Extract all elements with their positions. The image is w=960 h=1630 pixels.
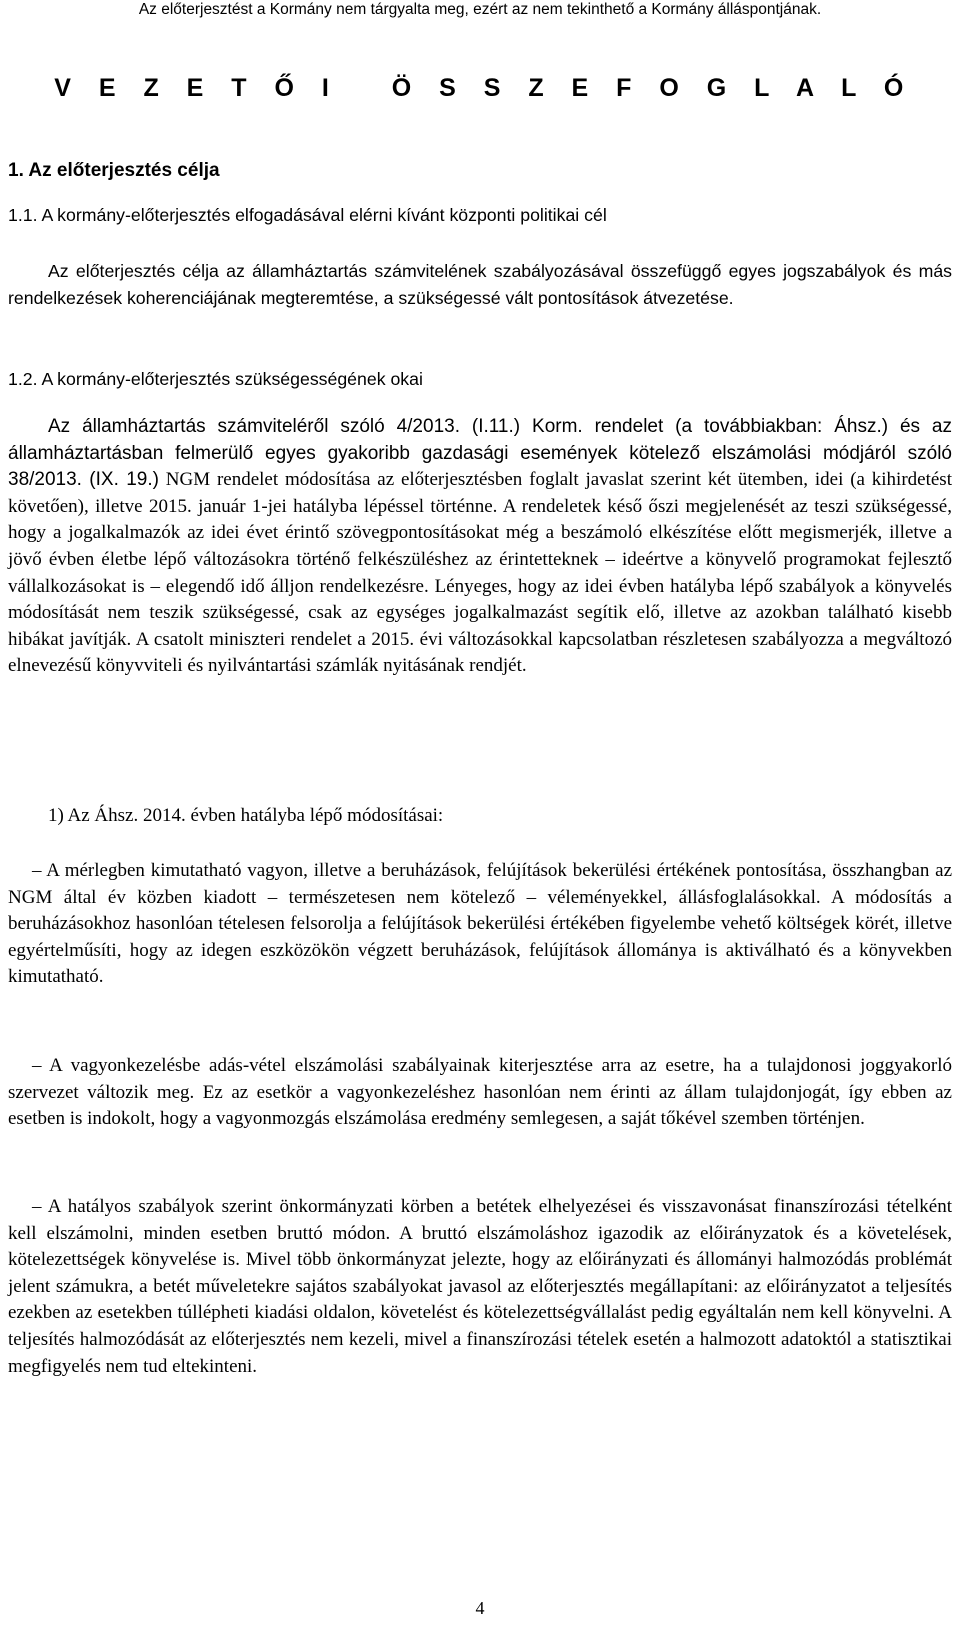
list-item-1: – A mérlegben kimutatható vagyon, illetve a beruházások, felújítások bekerülési értékének pontosítása, összhangban az NGM által év közben kiadott – természetesen nem kötelező – véleményekkel, állásfoglalásokkal. A módosítás a beruházásokhoz hasonlóan tételesen felsorolja a felújítások bekerülési értékében figyelembe vehető költségek körét, illetve egyértelműsíti, hogy az idegen eszközökön végzett beruházások, felújítások állománya is aktiválható és a könyvekben kimutatható. [8, 860, 952, 988]
header-disclaimer: Az előterjesztést a Kormány nem tárgyalta meg, ezért az nem tekinthető a Kormány álláspontjának. [138, 1, 822, 18]
paragraph-reasons [8, 414, 952, 680]
paragraph-goal: Az előterjesztés célja az államháztartás számvitelének szabályozásával összefüggő egyes jogszabályok és más rendelkezések koherenciájának megteremtése, a szükségessé vált pontosítások átvezetése. [8, 261, 952, 308]
subsection-heading-1-2: 1.2. A kormány-előterjesztés szükségességének okai [8, 369, 423, 389]
section-heading-1: 1. Az előterjesztés célja [8, 160, 220, 181]
list-item-3: – A hatályos szabályok szerint önkormányzati körben a betétek elhelyezései és visszavonásat finanszírozási tételként kell elszámolni, minden esetben bruttó módon. A bruttó elszámoláshoz igazodik az előirányzatok és a követelések, kötelezettségek könyvelése is. Mivel több önkormányzat jelezte, hogy az előirányzati és állományi halmozódás problémát jelent számukra, a betét műveletekre sajátos szabályokat javasol az előterjesztés megállapítani: az előirányzatot a teljesítés ezekben az esetekben túllépheti kiadási oldalon, követelést és kötelezettségvállalást pedig egyáltalán nem kell könyvelni. A teljesítés halmozódását az előterjesztés nem kezeli, mivel a finanszírozási tételek esetén a halmozott adatoktól a statisztikai megfigyelés nem tud eltekinteni. [8, 1196, 952, 1377]
paragraph-reasons-serif-part: NGM rendelet módosítása az előterjesztésben foglalt javaslat szerint két ütemben, idei (a kihirdetést követően), illetve 2015. január 1-jei hatályba lépéssel történne. A rendeletek késő őszi megjelenését az teszi szükségessé, hogy a jogalkalmazók az idei évet érintő szövegpontosításokat még a beszámoló elkészítése előtt megismerjék, illetve a jövő évben életbe lépő változásokra történő felkészüléshez az érintetteknek – ideértve a könyvelő programokat fejlesztő vállalkozásokat is – elegendő idő álljon rendelkezésre. Lényeges, hogy az idei évben hatályba lépő szabályok a könyvelés módosítását nem teszik szükségessé, csak az egységes jogalkalmazást segítik elő, illetve az azokban található kisebb hibákat javítják. A csatolt miniszteri rendelet a 2015. évi változásokkal kapcsolatban részletesen szabályozza a megváltozó elnevezésű könyvviteli és nyilvántartási számlák nyitásának rendjét. [8, 469, 952, 677]
document-title: V E Z E T Ő I Ö S S Z E F O G L A L Ó [54, 74, 914, 102]
paragraph-reasons-sans-part: Az államháztartás számviteléről szóló 4/2013. (I.11.) Korm. rendelet (a továbbiakban: Áhsz.) és az államháztartásban felmerülő egyes gyakoribb gazdasági események kötelező elszámolási módjáról szóló 38/2013. (IX. 19.) [8, 416, 952, 491]
list-item-2: – A vagyonkezelésbe adás-vétel elszámolási szabályainak kiterjesztése arra az esetre, ha a tulajdonosi joggyakorló szervezet változik meg. Ez az esetkör a vagyonkezeléshez hasonlóan nem érinti az állam tulajdonjogát, így ebben az esetben is indokolt, hogy a vagyonmozgás elszámolása eredmény semlegesen, a saját tőkével szemben történjen. [8, 1055, 952, 1130]
page-number: 4 [475, 1598, 485, 1618]
subsection-heading-1-1: 1.1. A kormány-előterjesztés elfogadásával elérni kívánt központi politikai cél [8, 205, 607, 225]
list-heading: 1) Az Áhsz. 2014. évben hatályba lépő módosításai: [48, 805, 444, 826]
